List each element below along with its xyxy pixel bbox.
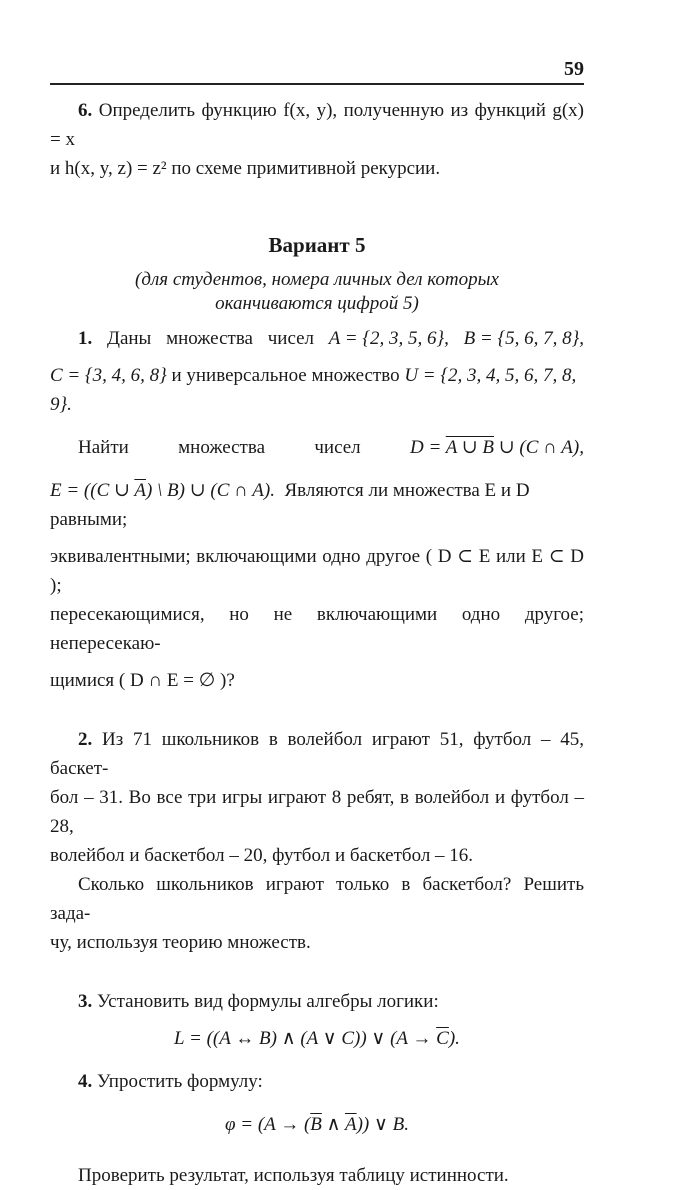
page-number: 59 [564,58,584,80]
task1-question-1: Являются ли множества E и D равными; [50,480,530,530]
set-u: U = {2, 3, 4, 5, 6, 7, 8, 9}. [50,365,577,415]
task3-paragraph [50,987,584,1016]
variant-subtitle [50,268,584,316]
task1-number: 1. [78,328,93,349]
task4-formula [50,1110,584,1139]
task1-formula-e-line [50,476,584,534]
task4-paragraph [50,1067,584,1096]
task6-number: 6. [78,100,93,121]
task4-check: Проверить результат, используя таблицу истинности. [78,1165,509,1186]
formula-e [50,480,275,501]
task6-line1: Определить функцию f(x, y), полученную из функций g(x) = x [50,100,584,150]
task1-question-2: эквивалентными; включающими одно другое ( D ⊂ E или E ⊂ D ); [50,546,584,596]
task3-text: Установить вид формулы алгебры логики: [97,991,439,1012]
task4-formula-prefix: φ = (A → ( [225,1114,311,1135]
task4-formula-overline-1: $\overline{B}$ [310,1114,322,1135]
task3-number: 3. [78,991,93,1012]
task4-text: Упростить формулу: [97,1071,263,1092]
set-c: C = {3, 4, 6, 8} [50,365,167,386]
task3-formula-suffix: ). [448,1028,460,1049]
task4-formula-overline-2: $\overline{A}$ [344,1114,357,1135]
set-b: B = {5, 6, 7, 8}, [463,328,584,349]
task1-line1 [50,324,584,353]
formula-e-overline: $\overline{A}$ [134,480,146,501]
universal-text: и универсальное множество [171,365,400,386]
variant-subtitle-line2: оканчиваются цифрой 5) [215,293,419,314]
task1-question-4: щимися ( D ∩ E = ∅ )? [50,670,235,691]
task2-text-2: бол – 31. Во все три игры играют 8 ребят, в волейбол и футбол – 28, [50,787,584,837]
formula-d-overline: A ∪ B [445,437,494,458]
task6-line2: и h(x, y, z) = z² по схеме примитивной рекурсии. [50,158,441,179]
formula-d-suffix: ∪ (C ∩ A), [494,437,584,458]
formula-d [410,433,584,462]
variant-subtitle-line1: (для студентов, номера личных дел которых [135,269,499,290]
find-word-2: множества [178,437,266,458]
task4-formula-suffix: )) ∨ B. [356,1114,409,1135]
task6-paragraph [50,96,584,154]
find-word-3: чисел [314,437,361,458]
task2-text-3: волейбол и баскетбол – 20, футбол и баскетбол – 16. [50,845,474,866]
formula-e-prefix: E = ((C ∪ [50,480,135,501]
variant-title: Вариант 5 [268,233,366,257]
task1-question-3: пересекающимися, но не включающими одно другое; непересекаю- [50,604,584,654]
task4-formula-mid: ∧ [321,1114,345,1135]
task4-number: 4. [78,1071,93,1092]
task3-formula-prefix: L = ((A ↔ B) ∧ (A ∨ C)) ∨ (A → [174,1028,437,1049]
task2-text-1: Из 71 школьников в волейбол играют 51, футбол – 45, баскет- [50,729,584,779]
task1-find-line [50,433,584,462]
find-word-1: Найти [78,437,129,458]
formula-d-prefix: D = [410,437,446,458]
header-rule [50,83,584,85]
task6-line2-paragraph [50,154,584,183]
task3-formula-overline: $\overline{C}$ [436,1028,449,1049]
task1-word-1: Даны [107,328,152,349]
page-content [50,96,584,1190]
task1-line2 [50,361,584,419]
task2-text-5: чу, используя теорию множеств. [50,932,311,953]
task3-formula [50,1024,584,1053]
task2-text-4: Сколько школьников играют только в баскетбол? Решить зада- [50,874,584,924]
formula-e-suffix: ) \ B) ∪ (C ∩ A). [145,480,275,501]
task2-paragraph [50,725,584,783]
set-a: A = {2, 3, 5, 6}, [328,328,449,349]
task2-number: 2. [78,729,93,750]
task1-word-2: множества [166,328,253,349]
task1-word-3: чисел [267,328,315,349]
